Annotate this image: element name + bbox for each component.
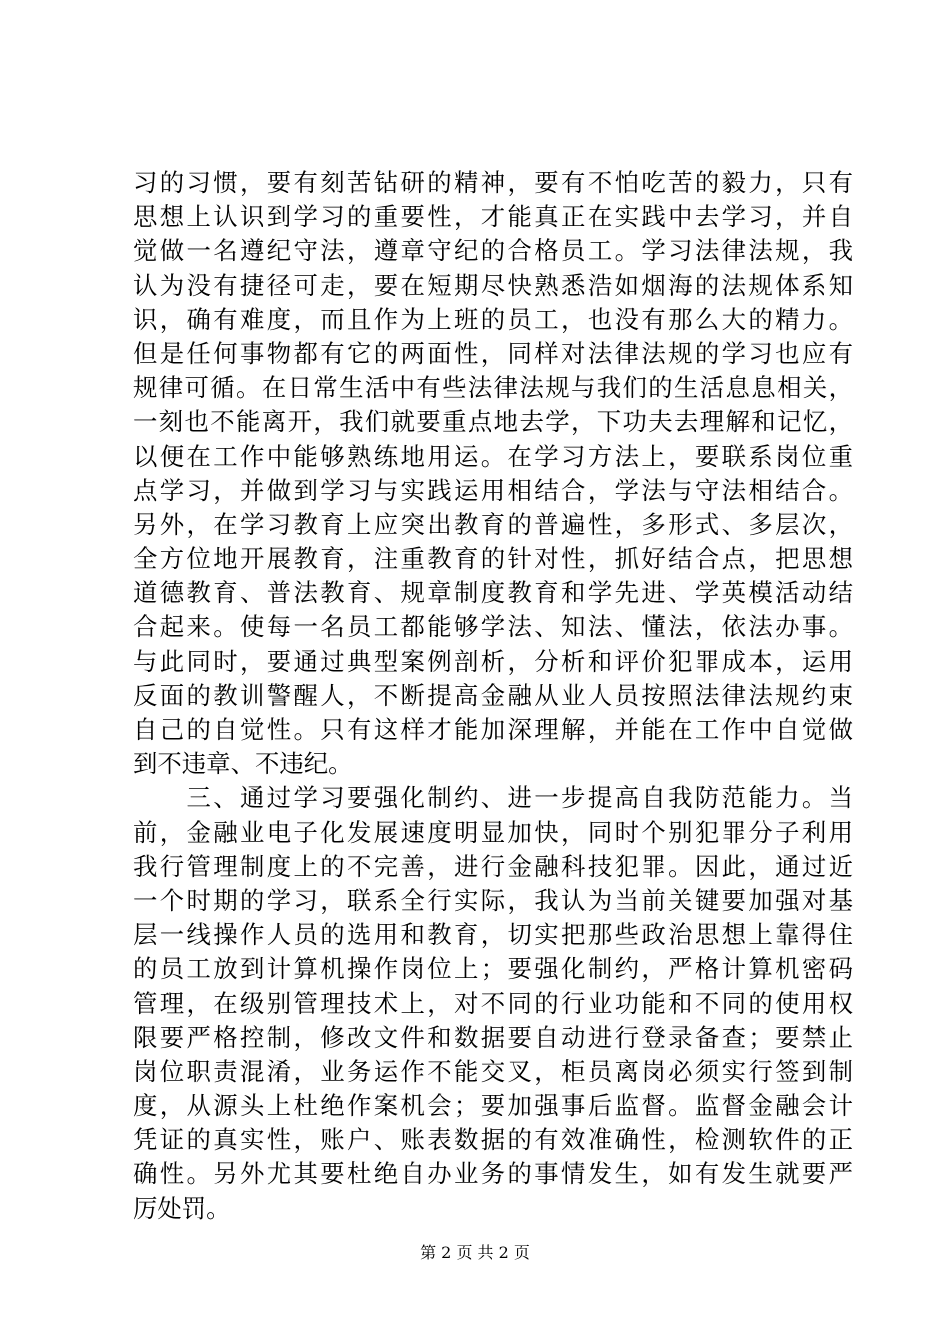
text-line: 全方位地开展教育，注重教育的针对性，抓好结合点，把思想 [133, 544, 853, 574]
text-line: 厉处罚。 [133, 1193, 231, 1223]
text-line: 三、通过学习要强化制约、进一步提高自我防范能力。当 [133, 783, 853, 813]
text-line: 一刻也不能离开，我们就要重点地去学，下功夫去理解和记忆， [133, 407, 853, 437]
text-line: 确性。另外尤其要杜绝自办业务的事情发生，如有发生就要严 [133, 1159, 853, 1189]
text-line: 但是任何事物都有它的两面性，同样对法律法规的学习也应有 [133, 338, 853, 368]
text-line: 觉做一名遵纪守法，遵章守纪的合格员工。学习法律法规，我 [133, 236, 853, 266]
page-number-footer: 第 2 页 共 2 页 [420, 1243, 530, 1262]
document-body [133, 166, 853, 1226]
text-line: 层一线操作人员的选用和教育，切实把那些政治思想上靠得住 [133, 920, 853, 950]
text-line: 与此同时，要通过典型案例剖析，分析和评价犯罪成本，运用 [133, 646, 853, 676]
text-line: 反面的教训警醒人，不断提高金融从业人员按照法律法规约束 [133, 680, 853, 710]
text-line: 认为没有捷径可走，要在短期尽快熟悉浩如烟海的法规体系知 [133, 270, 853, 300]
text-line: 另外，在学习教育上应突出教育的普遍性，多形式、多层次， [133, 509, 853, 539]
text-line: 前，金融业电子化发展速度明显加快，同时个别犯罪分子利用 [133, 817, 853, 847]
text-line: 习的习惯，要有刻苦钻研的精神，要有不怕吃苦的毅力，只有 [133, 168, 853, 197]
text-line: 识，确有难度，而且作为上班的员工，也没有那么大的精力。 [133, 304, 853, 334]
text-line: 管理，在级别管理技术上，对不同的行业功能和不同的使用权 [133, 988, 853, 1018]
text-line: 点学习，并做到学习与实践运用相结合，学法与守法相结合。 [133, 475, 853, 505]
text-line: 规律可循。在日常生活中有些法律法规与我们的生活息息相关， [133, 373, 853, 403]
text-line: 我行管理制度上的不完善，进行金融科技犯罪。因此，通过近 [133, 851, 853, 881]
text-line: 思想上认识到学习的重要性，才能真正在实践中去学习，并自 [133, 202, 853, 232]
text-line: 限要严格控制，修改文件和数据要自动进行登录备查；要禁止 [133, 1022, 853, 1052]
text-line: 岗位职责混淆，业务运作不能交叉，柜员离岗必须实行签到制 [133, 1056, 853, 1086]
text-line: 道德教育、普法教育、规章制度教育和学先进、学英模活动结 [133, 578, 853, 608]
text-line: 的员工放到计算机操作岗位上；要强化制约，严格计算机密码 [133, 954, 853, 984]
text-line: 合起来。使每一名员工都能够学法、知法、懂法，依法办事。 [133, 612, 853, 642]
text-line: 到不违章、不违纪。 [133, 749, 353, 779]
text-line: 凭证的真实性，账户、账表数据的有效准确性，检测软件的正 [133, 1125, 853, 1155]
text-line: 一个时期的学习，联系全行实际，我认为当前关键要加强对基 [133, 885, 853, 915]
text-line: 度，从源头上杜绝作案机会；要加强事后监督。监督金融会计 [133, 1091, 853, 1121]
text-line: 以便在工作中能够熟练地用运。在学习方法上，要联系岗位重 [133, 441, 853, 471]
text-line: 自己的自觉性。只有这样才能加深理解，并能在工作中自觉做 [133, 715, 853, 744]
